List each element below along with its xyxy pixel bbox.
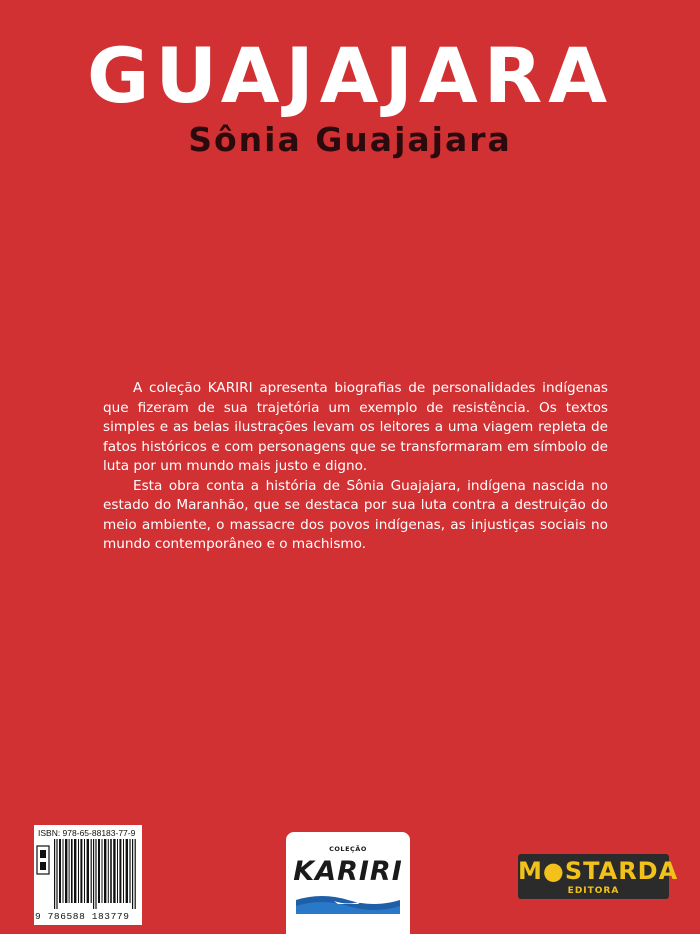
series-logo-small-text: COLEÇÃO [329,845,367,853]
kariri-series-logo [286,832,410,934]
barcode-icon [54,839,138,909]
canoe-wave-icon [296,890,400,920]
isbn-barcode-box [34,825,142,925]
blurb-paragraph: A coleção KARIRI apresenta biografias de personalidades indígenas que fizeram de sua trajetória um exemplo de resistência. Os textos simples e as belas ilustrações levam os leitores a uma viagem repleta de fatos históricos e com personagens que se transformaram em símbolo de luta por um mundo mais justo e digno. [103,380,608,474]
barcode-digits: 9 786588 183779 [35,911,130,922]
blurb-paragraph: Esta obra conta a história de Sônia Guajajara, indígena nascida no estado do Maranhão, que se destaca por sua luta contra a destruição do meio ambiente, o massacre dos povos indígenas, as injustiças sociais no mundo contemporâneo e o machismo. [103,477,608,552]
series-logo-name: KARIRI [293,856,403,887]
publisher-name: M●STARDA [518,857,679,885]
age-rating-icon [36,845,50,875]
book-subtitle: Sônia Guajajara [188,120,512,159]
book-title: GUAJAJARA [86,31,614,120]
publisher-subtitle: EDITORA [567,886,620,896]
publisher-logo [518,854,679,899]
isbn-label: ISBN: 978-65-88183-77-9 [38,828,136,838]
back-cover-blurb [103,379,608,555]
